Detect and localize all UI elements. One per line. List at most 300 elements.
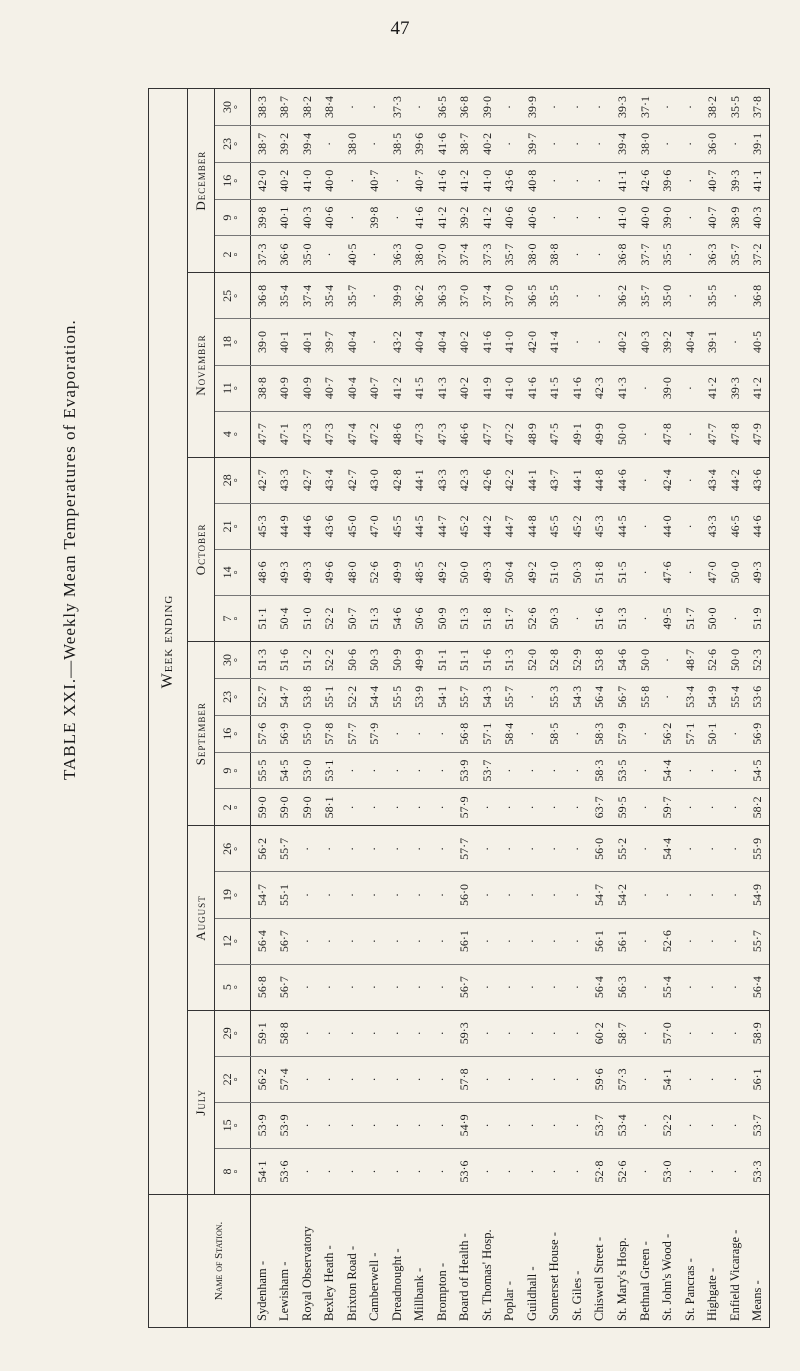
temperature-value: 41·3 xyxy=(434,377,449,400)
temperature-value: · xyxy=(389,846,404,851)
temperature-value: · xyxy=(592,293,607,298)
temperature-value: 56·7 xyxy=(277,976,292,999)
temperature-value: 36·5 xyxy=(434,96,449,118)
temperature-value: 52·6 xyxy=(705,648,720,671)
temperature-value: 40·5 xyxy=(750,331,765,353)
temperature-value: 39·2 xyxy=(457,206,472,229)
temperature-value: · xyxy=(682,1031,697,1036)
temperature-value: · xyxy=(502,939,517,944)
temperature-value: · xyxy=(322,985,337,990)
temperature-value: 43·2 xyxy=(389,331,404,353)
station-name: Bethnal Green - xyxy=(637,1241,652,1321)
temperature-value: · xyxy=(727,731,742,736)
month-block-october xyxy=(188,457,769,641)
value-cells xyxy=(251,550,769,595)
week-column xyxy=(215,964,769,1010)
week-day-header xyxy=(215,789,251,825)
temperature-value: 35·7 xyxy=(727,243,742,266)
header-spacer xyxy=(149,1194,187,1327)
temperature-value: 49·9 xyxy=(592,423,607,446)
value-cells xyxy=(251,89,769,125)
temperature-value: 41·2 xyxy=(457,169,472,192)
temperature-value: 42·0 xyxy=(524,331,539,353)
week-column xyxy=(215,715,769,752)
temperature-value: · xyxy=(367,1123,382,1128)
temperature-value: · xyxy=(344,178,359,183)
temperature-value: 38·0 xyxy=(344,132,359,155)
temperature-value: · xyxy=(389,939,404,944)
temperature-value: · xyxy=(547,1077,562,1082)
value-cells xyxy=(251,1103,769,1148)
temperature-value: · xyxy=(547,846,562,851)
temperature-value: · xyxy=(367,846,382,851)
temperature-value: 51·3 xyxy=(615,607,629,630)
temperature-value: 37·4 xyxy=(299,284,314,307)
temperature-value: 56·1 xyxy=(750,1068,765,1091)
temperature-value: 40·7 xyxy=(367,169,382,192)
temperature-value: 35·5 xyxy=(547,284,562,307)
temperature-value: · xyxy=(547,141,562,146)
temperature-value: · xyxy=(524,805,539,810)
temperature-value: 56·4 xyxy=(254,930,269,953)
temperature-value: 37·4 xyxy=(457,243,472,266)
week-day-header xyxy=(215,919,251,964)
week-day-header xyxy=(215,642,251,678)
month-columns xyxy=(215,642,769,825)
temperature-value: · xyxy=(389,1031,404,1036)
temperature-value: 41·0 xyxy=(502,377,517,400)
temperature-value: · xyxy=(637,846,652,851)
temperature-value: 47·1 xyxy=(277,423,292,446)
value-cells xyxy=(251,1149,769,1194)
value-cells xyxy=(251,872,769,917)
temperature-value: · xyxy=(479,1123,494,1128)
temperature-value: 41·6 xyxy=(524,377,539,400)
temperature-value: · xyxy=(524,985,539,990)
week-day-header xyxy=(215,200,251,236)
temperature-value: · xyxy=(637,892,652,897)
temperature-value: 43·3 xyxy=(434,469,449,492)
temperature-value: 55·9 xyxy=(750,837,765,860)
temperature-value: 41·2 xyxy=(479,206,494,229)
temperature-value: · xyxy=(434,985,449,990)
temperature-value: 39·3 xyxy=(727,377,742,400)
temperature-value: · xyxy=(344,892,359,897)
station-name: Board of Health - xyxy=(457,1233,472,1321)
temperature-value: · xyxy=(389,985,404,990)
temperature-value: · xyxy=(637,1031,652,1036)
temperature-value: 54·1 xyxy=(660,1068,675,1091)
temperature-value: 47·3 xyxy=(299,423,314,446)
station-name: Dreadnought - xyxy=(389,1248,404,1321)
degree-mark: ° xyxy=(232,985,244,990)
temperature-value: 39·2 xyxy=(660,331,675,353)
degree-mark: ° xyxy=(232,805,244,810)
temperature-value: 51·8 xyxy=(479,607,494,630)
temperature-value: 42·6 xyxy=(637,169,652,192)
week-day: 30 xyxy=(219,653,234,666)
temperature-value: · xyxy=(479,939,494,944)
temperature-value: · xyxy=(367,340,382,344)
temperature-value: · xyxy=(434,1169,449,1174)
month-name: September xyxy=(188,642,215,825)
week-column xyxy=(215,871,769,917)
temperature-value: · xyxy=(524,846,539,851)
temperature-value: · xyxy=(682,178,697,183)
temperature-value: · xyxy=(367,105,382,109)
temperature-value: 53·8 xyxy=(592,648,607,671)
temperature-value: 56·1 xyxy=(457,930,472,953)
week-day-header xyxy=(215,273,251,318)
temperature-value: 54·4 xyxy=(660,759,675,782)
temperature-value: 54·7 xyxy=(592,883,607,906)
temperature-value: 54·9 xyxy=(705,685,720,708)
value-cells xyxy=(251,1057,769,1102)
temperature-value: 53·1 xyxy=(322,759,337,782)
temperature-value: 40·3 xyxy=(637,331,652,353)
temperature-value: · xyxy=(682,1123,697,1128)
temperature-value: · xyxy=(682,1169,697,1174)
week-column xyxy=(215,318,769,364)
temperature-value: · xyxy=(344,1123,359,1128)
temperature-value: 39·0 xyxy=(254,331,269,353)
temperature-value: · xyxy=(682,478,697,483)
temperature-value: 40·6 xyxy=(502,206,517,229)
week-day: 21 xyxy=(219,520,234,533)
week-day-header xyxy=(215,1103,251,1148)
temperature-value: 52·8 xyxy=(547,648,562,671)
degree-mark: ° xyxy=(232,252,244,257)
temperature-value: 40·4 xyxy=(344,331,359,353)
temperature-value: 40·7 xyxy=(412,169,427,192)
temperature-value: 35·5 xyxy=(660,243,675,266)
temperature-value: · xyxy=(412,105,427,109)
temperature-value: · xyxy=(682,141,697,146)
temperature-value: 47·6 xyxy=(660,561,675,584)
temperature-value: 37·3 xyxy=(254,243,269,266)
temperature-value: 49·2 xyxy=(434,561,449,584)
temperature-value: · xyxy=(367,1169,382,1174)
temperature-value: 44·0 xyxy=(660,515,675,538)
value-cells xyxy=(251,200,769,236)
week-column xyxy=(215,236,769,273)
week-day: 12 xyxy=(219,935,234,948)
temperature-value: · xyxy=(502,1077,517,1082)
table-title: TABLE XXI.—Weekly Mean Temperatures of Evaporation. xyxy=(60,319,79,780)
month-name: December xyxy=(188,89,215,272)
temperature-value: 55·1 xyxy=(277,883,292,906)
value-cells xyxy=(251,273,769,318)
temperature-value: 42·7 xyxy=(344,469,359,492)
temperature-value: · xyxy=(637,1169,652,1174)
temperature-value: · xyxy=(682,524,697,529)
temperature-value: 40·7 xyxy=(705,169,720,192)
temperature-value: 55·4 xyxy=(660,976,675,999)
temperature-value: 54·9 xyxy=(750,883,765,906)
temperature-value: 43·7 xyxy=(547,469,562,492)
week-column xyxy=(215,503,769,549)
temperature-value: 47·7 xyxy=(254,423,269,446)
temperature-value: 57·9 xyxy=(367,722,382,745)
temperature-value: · xyxy=(412,1169,427,1174)
page-number: 47 xyxy=(390,18,410,39)
temperature-value: · xyxy=(592,252,607,257)
week-day-header xyxy=(215,1057,251,1102)
degree-mark: ° xyxy=(232,1031,244,1036)
station-name: Camberwell - xyxy=(367,1252,382,1321)
temperature-value: 52·8 xyxy=(592,1160,607,1183)
temperature-value: · xyxy=(637,570,652,575)
temperature-value: · xyxy=(592,215,607,220)
temperature-value: · xyxy=(502,985,517,990)
temperature-value: 56·9 xyxy=(277,722,292,745)
temperature-value: · xyxy=(344,1169,359,1174)
temperature-value: · xyxy=(727,846,742,851)
temperature-value: · xyxy=(569,805,584,810)
value-cells xyxy=(251,642,769,678)
temperature-value: 57·8 xyxy=(457,1068,472,1091)
temperature-value: 41·6 xyxy=(569,377,584,400)
temperature-value: 46·5 xyxy=(727,515,742,538)
week-column xyxy=(215,1148,769,1194)
week-column xyxy=(215,125,769,162)
temperature-value: 54·4 xyxy=(367,685,382,708)
temperature-value: · xyxy=(682,985,697,990)
week-day: 25 xyxy=(219,289,234,302)
temperature-value: 37·2 xyxy=(750,243,765,266)
temperature-value: 47·7 xyxy=(479,423,494,446)
temperature-value: · xyxy=(637,985,652,990)
station-name: Brixton Road - xyxy=(344,1246,359,1321)
rotated-table xyxy=(148,88,770,1328)
temperature-value: · xyxy=(682,768,697,773)
week-column xyxy=(215,918,769,964)
week-day: 2 xyxy=(219,804,234,811)
month-block-july xyxy=(188,1010,769,1194)
temperature-value: 57·7 xyxy=(457,837,472,860)
temperature-value: · xyxy=(412,1031,427,1036)
temperature-value: · xyxy=(367,1031,382,1036)
temperature-value: · xyxy=(434,768,449,773)
temperature-value: · xyxy=(682,386,697,391)
temperature-value: 49·6 xyxy=(322,561,337,584)
temperature-value: · xyxy=(434,1077,449,1082)
week-day-header xyxy=(215,596,251,641)
temperature-value: · xyxy=(660,141,675,146)
temperature-value: 44·7 xyxy=(502,515,517,538)
temperature-value: 36·8 xyxy=(750,284,765,307)
temperature-value: · xyxy=(569,985,584,990)
station-name: Chiswell Street - xyxy=(592,1236,607,1321)
temperature-value: 51·8 xyxy=(592,561,607,584)
temperature-value: 54·6 xyxy=(615,648,629,671)
temperature-value: · xyxy=(637,386,652,391)
temperature-value: 54·4 xyxy=(660,837,675,860)
temperature-value: 40·1 xyxy=(277,206,292,229)
temperature-value: 35·4 xyxy=(277,284,292,307)
temperature-value: 53·3 xyxy=(750,1160,765,1183)
temperature-value: 56·2 xyxy=(254,1068,269,1091)
temperature-value: 56·2 xyxy=(254,837,269,860)
temperature-value: 41·5 xyxy=(412,377,427,400)
temperature-value: 51·1 xyxy=(254,607,269,630)
week-column xyxy=(215,1056,769,1102)
temperature-value: 56·9 xyxy=(750,722,765,745)
temperature-value: 47·7 xyxy=(705,423,720,446)
temperature-value: · xyxy=(299,1077,314,1082)
month-name: November xyxy=(188,273,215,456)
value-cells xyxy=(251,679,769,715)
temperature-value: · xyxy=(660,892,675,897)
temperature-value: · xyxy=(322,846,337,851)
temperature-value: · xyxy=(727,616,742,621)
temperature-value: · xyxy=(682,252,697,257)
month-block-august xyxy=(188,825,769,1009)
temperature-value: 56·0 xyxy=(457,883,472,906)
temperature-value: 53·9 xyxy=(412,685,427,708)
temperature-value: · xyxy=(524,1031,539,1036)
temperature-value: · xyxy=(389,1077,404,1082)
week-day: 14 xyxy=(219,566,234,579)
temperature-value: 57·0 xyxy=(660,1022,675,1045)
temperature-value: 45·3 xyxy=(592,515,607,538)
temperature-value: 51·0 xyxy=(547,561,562,584)
week-day-header xyxy=(215,753,251,789)
temperature-value: · xyxy=(344,939,359,944)
degree-mark: ° xyxy=(232,340,244,344)
week-column xyxy=(215,1011,769,1056)
temperature-value: 42·0 xyxy=(254,169,269,192)
temperature-value: 53·9 xyxy=(457,759,472,782)
temperature-value: 52·6 xyxy=(367,561,382,584)
temperature-value: · xyxy=(727,340,742,344)
temperature-value: 51·7 xyxy=(502,607,517,630)
temperature-value: 58·8 xyxy=(277,1022,292,1045)
temperature-value: 39·1 xyxy=(750,132,765,155)
temperature-value: · xyxy=(524,768,539,773)
temperature-value: · xyxy=(682,805,697,810)
month-columns xyxy=(215,273,769,456)
temperature-value: 47·3 xyxy=(434,423,449,446)
degree-mark: ° xyxy=(232,478,244,483)
temperature-value: 44·6 xyxy=(750,515,765,538)
temperature-value: · xyxy=(569,252,584,257)
week-day-header xyxy=(215,163,251,199)
temperature-value: 40·3 xyxy=(299,206,314,229)
temperature-value: 44·2 xyxy=(727,469,742,492)
degree-mark: ° xyxy=(232,432,244,437)
temperature-value: 40·2 xyxy=(277,169,292,192)
temperature-value: 51·9 xyxy=(750,607,765,630)
temperature-value: · xyxy=(412,731,427,736)
temperature-value: · xyxy=(569,141,584,146)
temperature-value: · xyxy=(367,141,382,146)
week-day-header xyxy=(215,412,251,457)
temperature-value: · xyxy=(705,1123,720,1128)
temperature-value: · xyxy=(682,570,697,575)
temperature-value: · xyxy=(367,939,382,944)
temperature-value: 39·7 xyxy=(322,331,337,353)
temperature-value: · xyxy=(569,616,584,621)
value-cells xyxy=(251,319,769,364)
temperature-value: · xyxy=(367,805,382,810)
temperature-value: · xyxy=(389,892,404,897)
month-name: October xyxy=(188,458,215,641)
degree-mark: ° xyxy=(232,524,244,529)
temperature-value: · xyxy=(502,105,517,109)
temperature-value: 54·3 xyxy=(479,685,494,708)
value-cells xyxy=(251,126,769,162)
week-day: 23 xyxy=(219,690,234,703)
temperature-value: 41·6 xyxy=(479,331,494,353)
temperature-value: 52·6 xyxy=(524,607,539,630)
temperature-value: 57·6 xyxy=(254,722,269,745)
degree-mark: ° xyxy=(232,570,244,575)
temperature-value: 58·9 xyxy=(750,1022,765,1045)
temperature-value: 54·6 xyxy=(389,607,404,630)
temperature-value: · xyxy=(727,1077,742,1082)
temperature-value: · xyxy=(412,768,427,773)
degree-mark: ° xyxy=(232,768,244,773)
temperature-value: 36·2 xyxy=(615,284,629,307)
temperature-value: 58·3 xyxy=(592,759,607,782)
temperature-value: · xyxy=(705,985,720,990)
degree-mark: ° xyxy=(232,892,244,897)
temperature-value: 41·1 xyxy=(615,169,629,192)
temperature-value: 47·0 xyxy=(705,561,720,584)
temperature-value: · xyxy=(682,293,697,298)
temperature-value: 44·5 xyxy=(412,515,427,538)
temperature-value: · xyxy=(524,1077,539,1082)
degree-mark: ° xyxy=(232,386,244,391)
temperature-value: 39·9 xyxy=(389,284,404,307)
temperature-value: · xyxy=(547,939,562,944)
temperature-value: · xyxy=(367,985,382,990)
temperature-value: 59·0 xyxy=(254,796,269,819)
temperature-value: 52·6 xyxy=(660,930,675,953)
temperature-value: 56·0 xyxy=(592,837,607,860)
temperature-value: 38·3 xyxy=(254,96,269,118)
data-grid xyxy=(188,89,769,1327)
station-name: Means - xyxy=(750,1280,765,1321)
temperature-value: · xyxy=(412,1077,427,1082)
temperature-value: 55·1 xyxy=(322,685,337,708)
temperature-value: 59·0 xyxy=(299,796,314,819)
temperature-value: 43·3 xyxy=(277,469,292,492)
temperature-value: 43·6 xyxy=(322,515,337,538)
temperature-value: · xyxy=(705,939,720,944)
temperature-value: · xyxy=(705,1169,720,1174)
temperature-value: · xyxy=(592,141,607,146)
temperature-value: 39·8 xyxy=(367,206,382,229)
temperature-value: · xyxy=(434,939,449,944)
temperature-value: · xyxy=(569,1123,584,1128)
temperature-value: 39·1 xyxy=(705,331,720,353)
temperature-value: 51·3 xyxy=(367,607,382,630)
temperature-value: · xyxy=(569,340,584,344)
week-day-header xyxy=(215,716,251,752)
temperature-value: 40·4 xyxy=(682,331,697,353)
temperature-value: · xyxy=(547,105,562,109)
temperature-value: 51·6 xyxy=(479,648,494,671)
temperature-value: · xyxy=(344,215,359,220)
value-cells xyxy=(251,366,769,411)
temperature-value: 38·7 xyxy=(277,96,292,118)
temperature-value: 56·3 xyxy=(615,976,629,999)
degree-mark: ° xyxy=(232,178,244,183)
temperature-value: 48·6 xyxy=(254,561,269,584)
week-day: 16 xyxy=(219,727,234,740)
